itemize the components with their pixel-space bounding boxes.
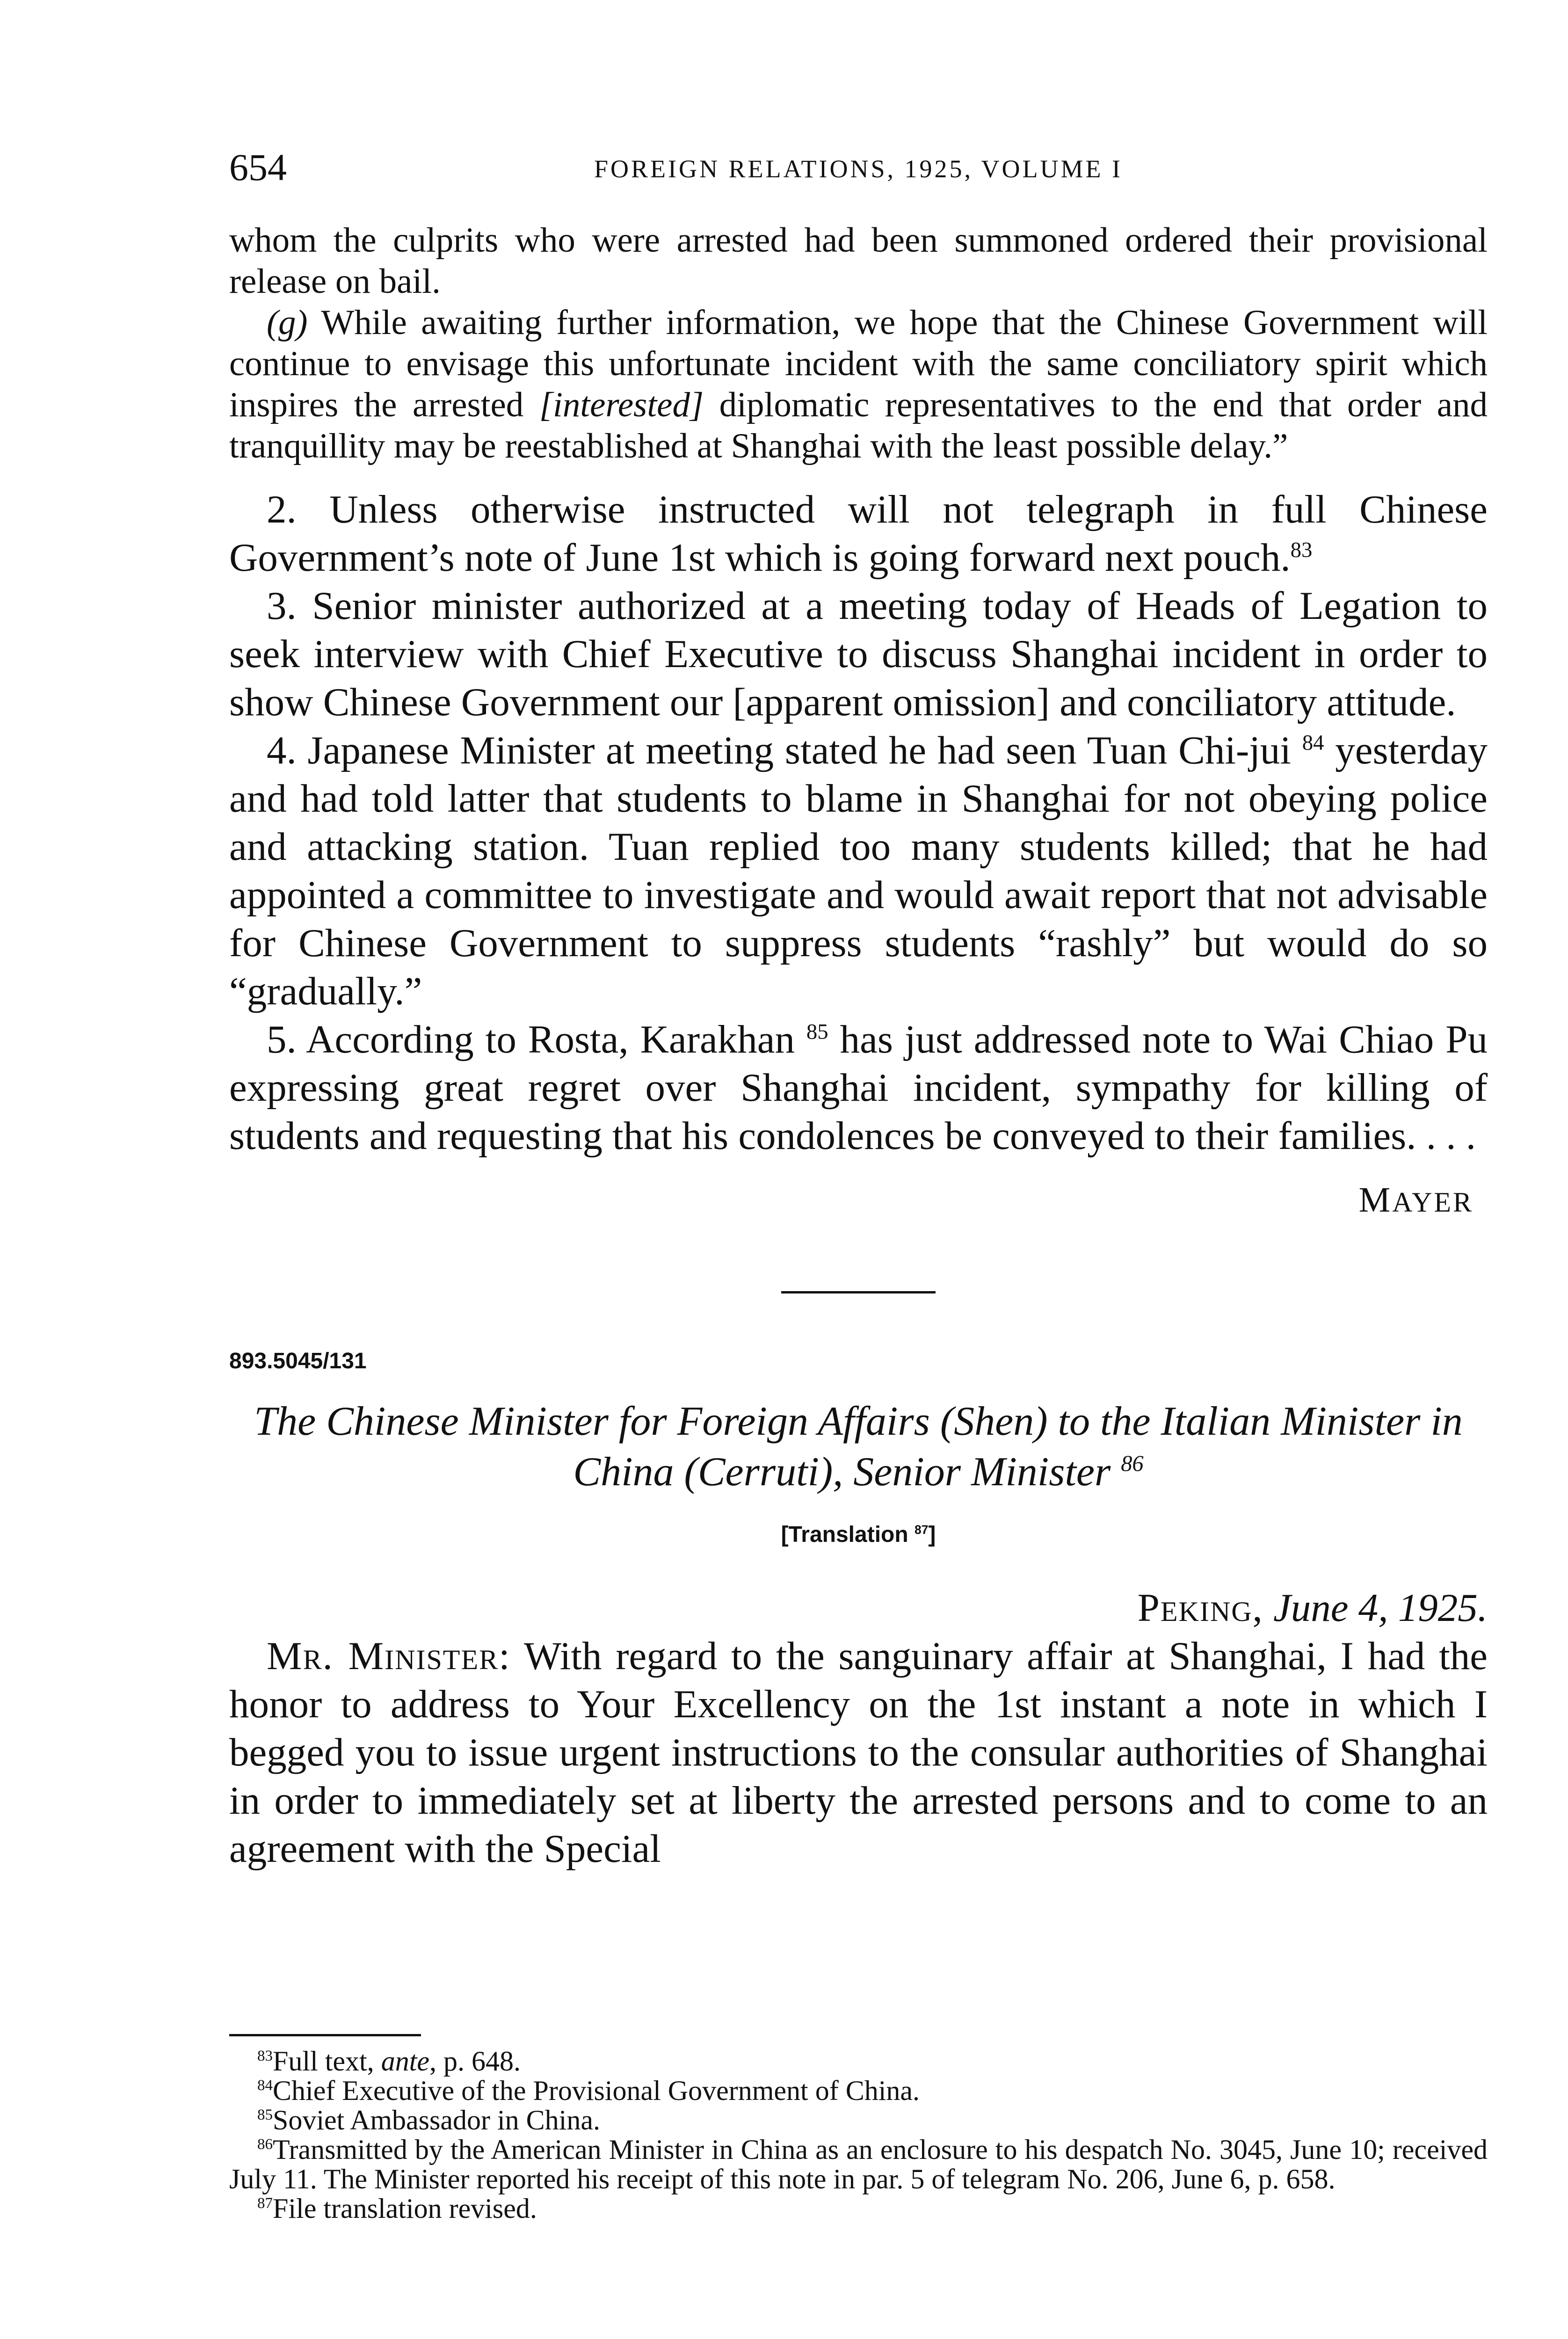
paragraph-4 — [229, 726, 1488, 1016]
footnote-number: 87 — [257, 2195, 273, 2212]
footnote-text: File translation revised. — [273, 2193, 537, 2224]
signature-rest: AYER — [1392, 1187, 1474, 1218]
footnote-text-italic: ante — [381, 2046, 429, 2077]
translation-close: ] — [928, 1522, 936, 1547]
paragraph-2 — [229, 486, 1488, 582]
dateline-date: June 4, 1925. — [1273, 1586, 1488, 1630]
page-number: 654 — [229, 146, 287, 189]
footnote-86 — [229, 2135, 1488, 2194]
page-body — [229, 220, 1488, 1873]
footnote-85 — [229, 2106, 1488, 2135]
footnote-text-a: Full text, — [273, 2046, 381, 2077]
document-title — [229, 1396, 1488, 1497]
continued-paragraph: whom the culprits who were arrested had been summoned ordered their provisional release on bail. — [229, 221, 1488, 301]
footnote-ref-86: 86 — [1121, 1451, 1144, 1476]
document-title-text: The Chinese Minister for Foreign Affairs (Shen) to the Italian Minister in China (Cerruti), Senior Minister — [254, 1399, 1463, 1495]
footnote-ref-83: 83 — [1290, 538, 1313, 562]
paragraph-5-text-b: has just addressed note to Wai Chiao Pu expressing great regret over Shanghai incident, sympathy for killing of students and requesting that his condolences be conveyed to their families. . . . — [229, 1017, 1488, 1158]
letter-text: With regard to the sanguinary affair at Shanghai, I had the honor to address to Your Excellency on the 1st instant a note in which I begged you to issue urgent instructions to the consular authorities of Shanghai in order to immediately set at liberty the arrested persons and to come to an agreement with the Special — [229, 1634, 1488, 1871]
paragraph-4-text-a: 4. Japanese Minister at meeting stated he had seen Tuan Chi-jui — [267, 728, 1291, 772]
paragraph-g-bracket: [interested] — [539, 385, 704, 424]
footnote-number: 84 — [257, 2077, 273, 2094]
dateline — [229, 1584, 1488, 1632]
dateline-place: Peking, — [1137, 1586, 1263, 1630]
footnote-ref-85: 85 — [806, 1019, 828, 1044]
footnote-text: Chief Executive of the Provisional Government of China. — [273, 2075, 920, 2106]
footnote-text: Soviet Ambassador in China. — [273, 2105, 600, 2136]
file-number: 893.5045/131 — [229, 1349, 367, 1373]
footnote-text-b: , p. 648. — [429, 2046, 521, 2077]
translation-open: [Translation — [781, 1522, 908, 1547]
footnote-rule — [229, 2034, 421, 2036]
signature — [229, 1181, 1474, 1221]
paragraph-g-text-a: While awaiting further information, we hope that the Chinese Government will continue to envisage this unfortunate incident with the same conciliatory spirit which inspires the arrested — [229, 303, 1488, 424]
page-header — [229, 144, 1488, 196]
footnote-text: Transmitted by the American Minister in China as an enclosure to his despatch No. 3045, June 10; received July 11. The Minister reported his receipt of this note in par. 5 of telegram No. 206, June 6, p. 658. — [229, 2134, 1488, 2194]
footnote-84 — [229, 2076, 1488, 2106]
paragraph-5 — [229, 1016, 1488, 1160]
paragraph-4-text-b: yesterday and had told latter that students to blame in Shanghai for not obeying police and attacking station. Tuan replied too many students killed; that he had appointed a committee to investigate and would await report that not advisable for Chinese Government to suppress students “rashly” but would do so “gradually.” — [229, 728, 1488, 1013]
paragraph-g — [229, 302, 1488, 467]
footnote-87 — [229, 2194, 1488, 2223]
footnote-ref-87: 87 — [915, 1523, 929, 1537]
signature-initial: M — [1358, 1180, 1393, 1220]
salutation: Mr. Minister: — [267, 1634, 511, 1678]
footnote-number: 83 — [257, 2048, 273, 2064]
running-head: FOREIGN RELATIONS, 1925, VOLUME I — [594, 155, 1123, 183]
paragraph-g-label: (g) — [267, 303, 308, 342]
paragraph-3: 3. Senior minister authorized at a meeting today of Heads of Legation to seek interview with Chief Executive to discuss Shanghai incident in order to show Chinese Government our [apparent omission] and conciliatory attitude. — [229, 584, 1488, 724]
section-divider — [781, 1291, 936, 1293]
footnote-83 — [229, 2047, 1488, 2076]
footnote-ref-84: 84 — [1302, 730, 1324, 755]
paragraph-2-text: 2. Unless otherwise instructed will not telegraph in full Chinese Government’s note of June 1st which is going forward next pouch. — [229, 487, 1488, 580]
footnotes — [229, 2047, 1488, 2223]
letter-paragraph — [229, 1632, 1488, 1873]
paragraph-5-text-a: 5. According to Rosta, Karakhan — [267, 1017, 795, 1061]
paragraph-g-text-b: diplomatic representatives to the end that order and tranquillity may be reestablished at Shanghai with the least possible delay.” — [229, 385, 1488, 465]
translation-note — [229, 1518, 1488, 1551]
footnote-number: 85 — [257, 2107, 273, 2123]
footnote-number: 86 — [257, 2136, 273, 2153]
